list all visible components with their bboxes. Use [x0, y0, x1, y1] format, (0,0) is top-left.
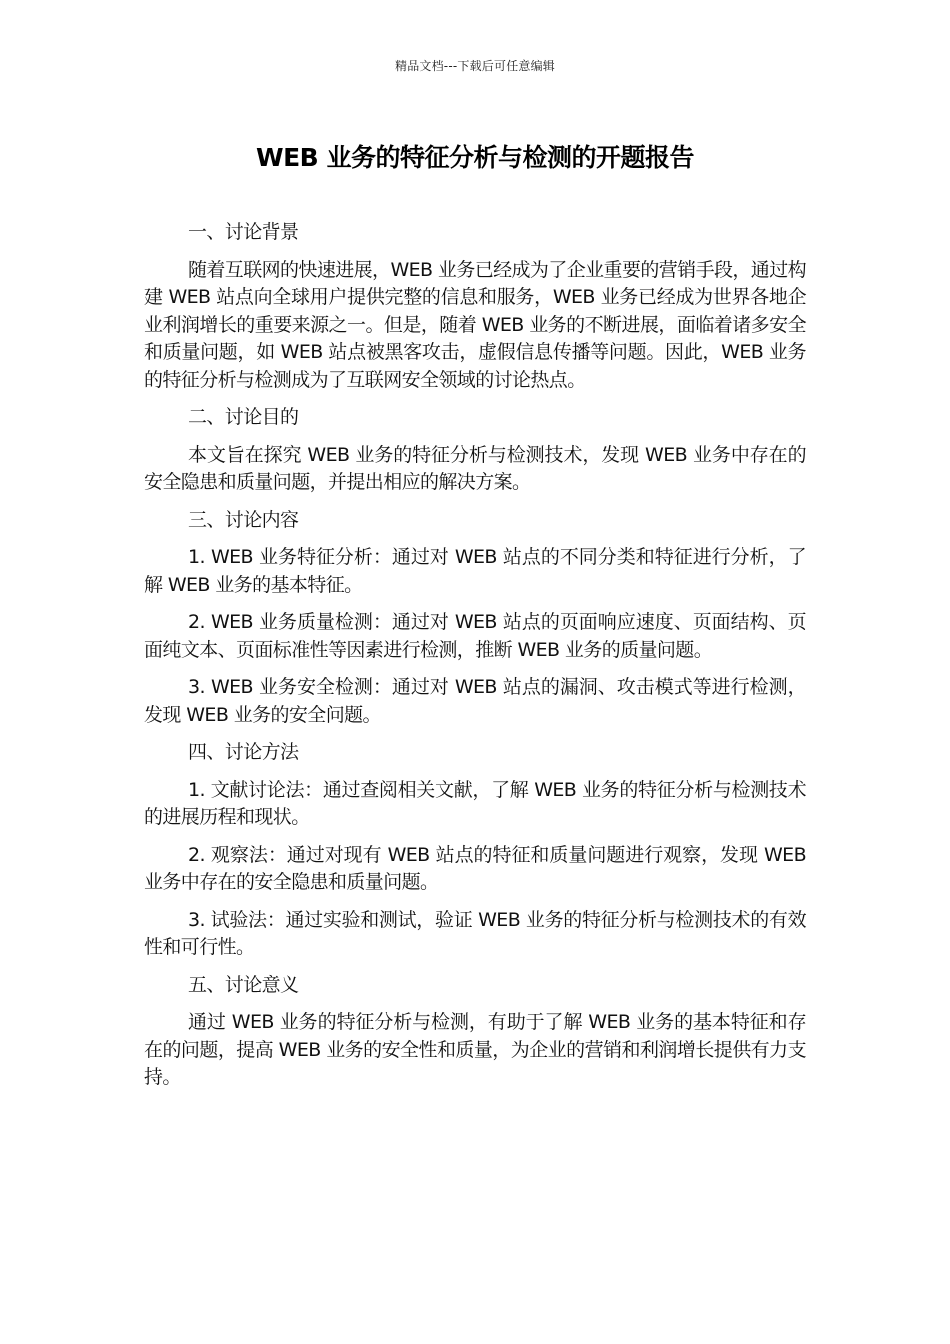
- section-heading-significance: 五、讨论意义: [188, 973, 299, 996]
- section-heading-background: 一、讨论背景: [188, 221, 299, 243]
- paragraph-method-item-2: 2. 观察法：通过对现有 WEB 站点的特征和质量问题进行观察，发现 WEB 业务中存在的安全隐患和质量问题。: [144, 843, 806, 893]
- paragraph-method-item-3: 3. 试验法：通过实验和测试，验证 WEB 业务的特征分析与检测技术的有效性和可行性。: [144, 908, 806, 958]
- paragraph-content-item-1: 1. WEB 业务特征分析：通过对 WEB 站点的不同分类和特征进行分析，了解 WEB 业务的基本特征。: [144, 546, 806, 596]
- section-heading-content: 三、讨论内容: [188, 508, 299, 531]
- page-header-note: 精品文档---下载后可任意编辑: [395, 59, 555, 73]
- paragraph-content-item-3: 3. WEB 业务安全检测：通过对 WEB 站点的漏洞、攻击模式等进行检测，发现 WEB 业务的安全问题。: [144, 676, 806, 726]
- document-body: [144, 219, 806, 1102]
- section-heading-purpose: 二、讨论目的: [188, 406, 299, 428]
- paragraph-significance: 通过 WEB 业务的特征分析与检测，有助于了解 WEB 业务的基本特征和存在的问题，提高 WEB 业务的安全性和质量，为企业的营销和利润增长提供有力支持。: [144, 1011, 806, 1088]
- paragraph-purpose: 本文旨在探究 WEB 业务的特征分析与检测技术，发现 WEB 业务中存在的安全隐患和质量问题，并提出相应的解决方案。: [144, 443, 806, 493]
- section-heading-methods: 四、讨论方法: [188, 741, 299, 763]
- document-title: WEB 业务的特征分析与检测的开题报告: [256, 143, 694, 172]
- paragraph-content-item-2: 2. WEB 业务质量检测：通过对 WEB 站点的页面响应速度、页面结构、页面纯文本、页面标准性等因素进行检测，推断 WEB 业务的质量问题。: [144, 611, 806, 661]
- paragraph-method-item-1: 1. 文献讨论法：通过查阅相关文献，了解 WEB 业务的特征分析与检测技术的进展历程和现状。: [144, 778, 806, 828]
- paragraph-background: 随着互联网的快速进展，WEB 业务已经成为了企业重要的营销手段，通过构建 WEB 站点向全球用户提供完整的信息和服务，WEB 业务已经成为世界各地企业利润增长的重要来源之一。但是，随着 WEB 业务的不断进展，面临着诸多安全和质量问题，如 WEB 站点被黑客攻击，虚假信息传播等问题。因此，WEB 业务的特征分析与检测成为了互联网安全领域的讨论热点。: [144, 258, 806, 391]
